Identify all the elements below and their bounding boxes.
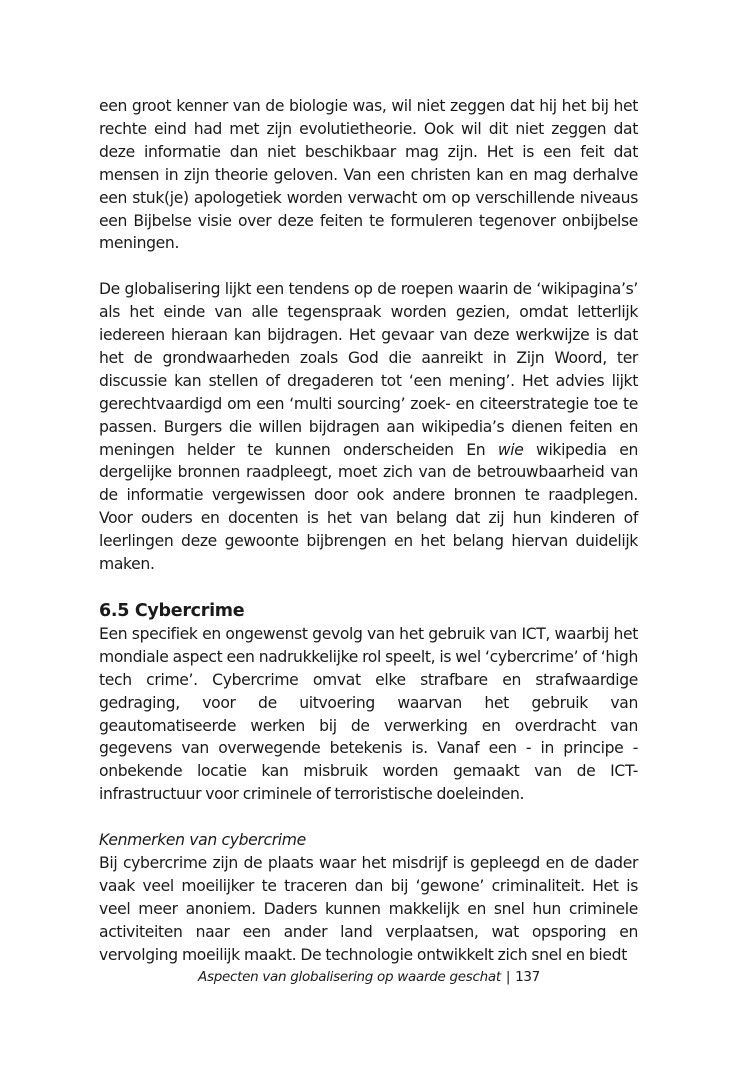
- footer-separator: |: [505, 969, 511, 985]
- paragraph-cybercrime-characteristics: Bij cybercrime zijn de plaats waar het misdrijf is gepleegd en de dader vaak veel moeilijker te traceren dan bij ‘gewone’ criminaliteit. Het is veel meer anoniem. Daders kunnen makkelijk en snel hun criminele activiteiten naar een ander land verplaatsen, wat opsporing en vervolging moeilijk maakt. De technologie ontwikkelt zich snel en biedt: [99, 853, 638, 964]
- page-number: 137: [515, 969, 540, 985]
- paragraph-cybercrime-definition: Een specifiek en ongewenst gevolg van het gebruik van ICT, waarbij het mondiale aspect een nadrukkelijke rol speelt, is wel ‘cybercrime’ of ‘high tech crime’. Cybercrime omvat elke strafbare en strafwaardige gedraging, voor de uitvoering waarvan het gebruik van geautomatiseerde werken bij de verwerking en overdracht van gegevens van overwegende betekenis is. Vanaf een - in principe - onbekende locatie kan misbruik worden gemaakt van de ICT-infrastructuur voor criminele of terroristische doeleinden.: [99, 624, 638, 804]
- page-footer: [0, 967, 738, 987]
- subsection-heading: Kenmerken van cybercrime: [99, 831, 306, 850]
- paragraph-gap: [99, 255, 638, 278]
- paragraph-gap: [99, 806, 638, 829]
- paragraph-evolution: een groot kenner van de biologie was, wil niet zeggen dat hij het bij het rechte eind had met zijn evolutietheorie. Ook wil dit niet zeggen dat deze informatie dan niet beschikbaar mag zijn. Het is een feit dat mensen in zijn theorie geloven. Van een christen kan en mag derhalve een stuk(je) apologetiek worden verwacht om op verschillende niveaus een Bijbelse visie over deze feiten te formuleren tegenover onbijbelse meningen.: [99, 97, 638, 253]
- paragraph-text: De globalisering lijkt een tendens op de roepen waarin de ‘wikipagina’s’ als het einde van alle tegenspraak worden gezien, omdat letterlijk iedereen hieraan kan bijdragen. Het gevaar van deze werkwijze is dat het de grondwaarheden zoals God die aanreikt in Zijn Woord, ter discussie kan stellen of dregaderen tot ‘een mening’. Het advies lijkt gerechtvaardigd om een ‘multi sourcing’ zoek- en citeerstrategie toe te passen. Burgers die willen bijdragen aan wikipedia’s dienen feiten en meningen helder te kunnen onderscheiden En: [99, 280, 638, 459]
- emphasis-text: wie: [497, 440, 524, 459]
- paragraph-globalisering: [99, 278, 638, 576]
- footer-title: Aspecten van globalisering op waarde geschat: [198, 969, 501, 985]
- paragraph-text: wikipedia en dergelijke bronnen raadpleegt, moet zich van de betrouwbaarheid van de informatie vergewissen door ook andere bronnen te raadplegen. Voor ouders en docenten is het van belang dat zij hun kinderen of leerlingen deze gewoonte bijbrengen en het belang hiervan duidelijk maken.: [99, 440, 638, 574]
- paragraph-gap: [99, 576, 638, 599]
- page-body: [99, 95, 638, 966]
- section-heading: 6.5 Cybercrime: [99, 600, 245, 621]
